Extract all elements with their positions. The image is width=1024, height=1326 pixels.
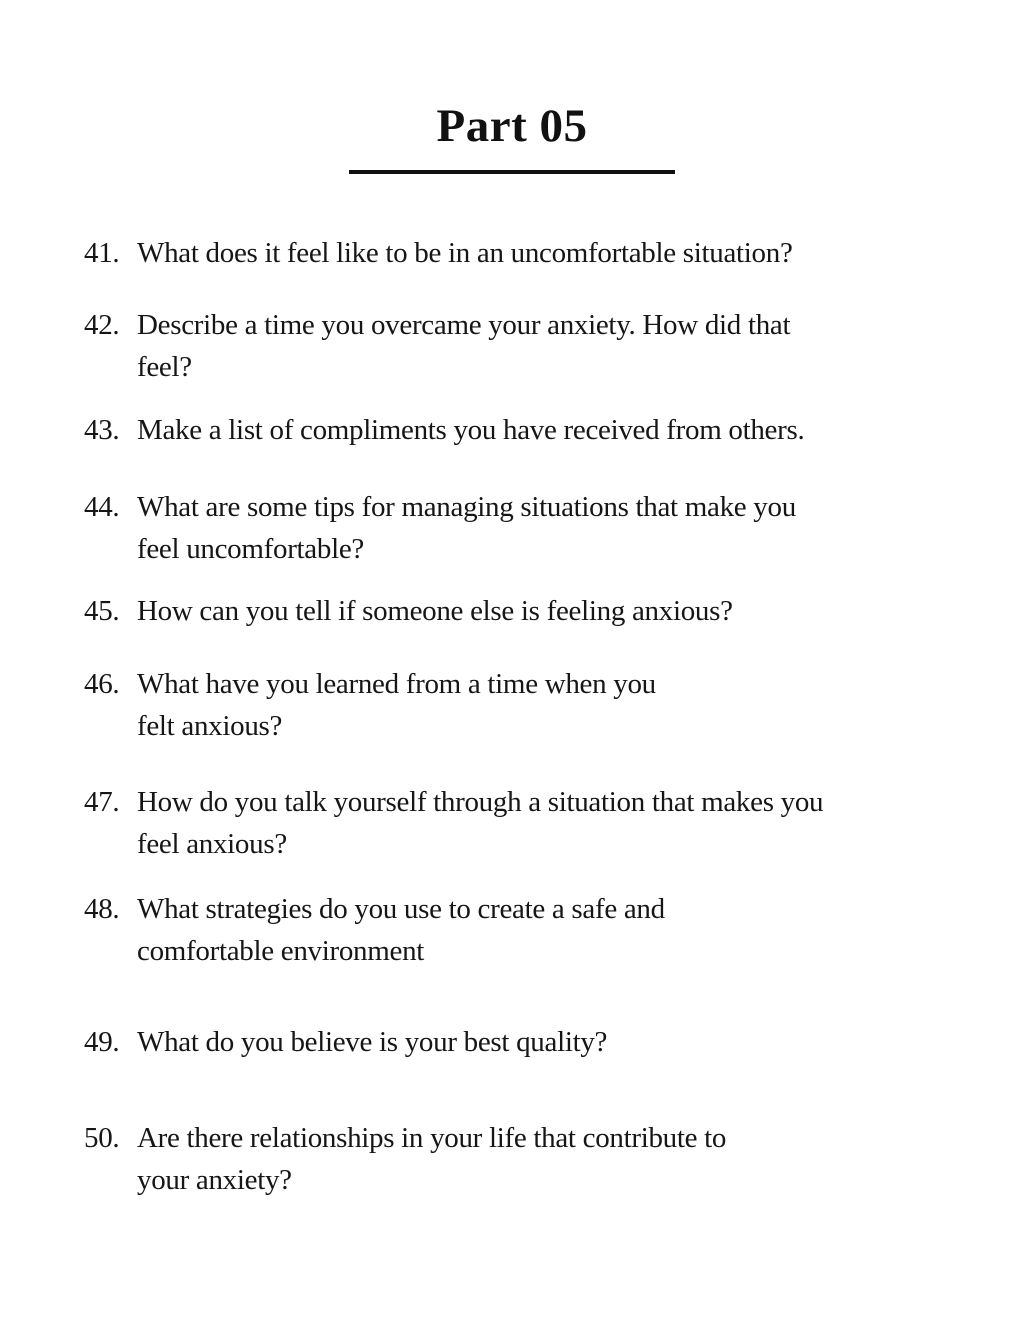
question-line: Are there relationships in your life that contribute to — [137, 1122, 727, 1154]
question-line: feel? — [137, 351, 192, 383]
question-line: Describe a time you overcame your anxiety. How did that — [137, 309, 791, 341]
question-number: 48. — [84, 893, 120, 925]
question-number: 44. — [84, 491, 120, 523]
question-text — [137, 1117, 964, 1201]
question-number: 45. — [84, 595, 120, 627]
page-title: Part 05 — [436, 100, 588, 152]
question-text — [137, 781, 964, 865]
question-line: feel anxious? — [137, 828, 287, 860]
question-line: What do you believe is your best quality? — [137, 1026, 608, 1058]
question-line: your anxiety? — [137, 1164, 292, 1196]
question-line: What have you learned from a time when you — [137, 668, 656, 700]
question-list — [0, 232, 1024, 1201]
question-item — [84, 1021, 964, 1063]
question-item — [84, 1117, 964, 1201]
question-text — [137, 304, 964, 388]
question-text — [137, 888, 964, 972]
question-line: feel uncomfortable? — [137, 533, 364, 565]
question-text — [137, 590, 964, 632]
question-text — [137, 1021, 964, 1063]
question-item — [84, 781, 964, 865]
question-number: 49. — [84, 1026, 120, 1058]
document-header — [0, 96, 1024, 174]
question-number: 50. — [84, 1122, 120, 1154]
question-line: What strategies do you use to create a safe and — [137, 893, 665, 925]
question-number: 46. — [84, 668, 120, 700]
question-number: 47. — [84, 786, 120, 818]
question-line: How can you tell if someone else is feeling anxious? — [137, 595, 733, 627]
question-item — [84, 486, 964, 570]
question-text — [137, 409, 964, 451]
question-line: comfortable environment — [137, 935, 425, 967]
question-line: felt anxious? — [137, 710, 283, 742]
question-number: 41. — [84, 237, 120, 269]
question-item — [84, 888, 964, 972]
question-number: 42. — [84, 309, 120, 341]
title-underline-rule — [349, 170, 675, 174]
question-number: 43. — [84, 414, 120, 446]
question-line: How do you talk yourself through a situation that makes you — [137, 786, 824, 818]
question-item — [84, 663, 964, 747]
question-text — [137, 232, 964, 274]
question-text — [137, 663, 964, 747]
question-text — [137, 486, 964, 570]
question-item — [84, 232, 964, 274]
question-item — [84, 409, 964, 451]
question-line: What does it feel like to be in an uncomfortable situation? — [137, 237, 793, 269]
question-item — [84, 590, 964, 632]
question-item — [84, 304, 964, 388]
question-line: What are some tips for managing situations that make you — [137, 491, 796, 523]
question-line: Make a list of compliments you have received from others. — [137, 414, 805, 446]
